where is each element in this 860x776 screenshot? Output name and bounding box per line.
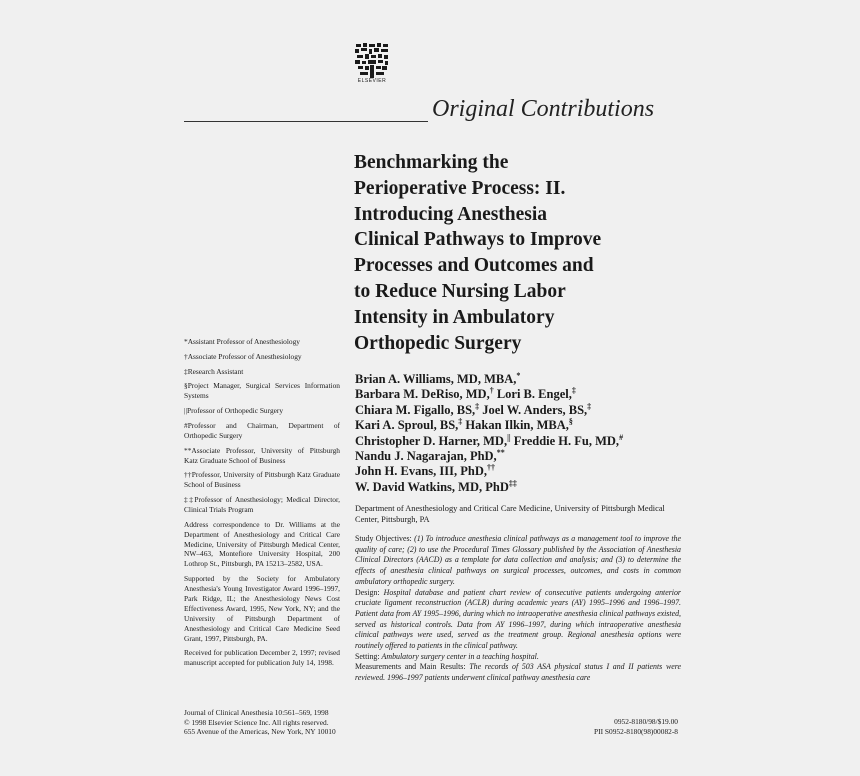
title-line: Introducing Anesthesia [354, 203, 548, 225]
affiliation-marker: ‡‡ [508, 478, 517, 488]
author-line [355, 418, 685, 433]
author-name: Joel W. Anders, BS, [479, 402, 588, 417]
author-name: Kari A. Sproul, BS, [355, 418, 459, 433]
affiliation-marker: †† [487, 463, 495, 473]
author-note: **Associate Professor, University of Pittsburgh Katz Graduate School of Business [184, 445, 340, 465]
author-note: #Professor and Chairman, Department of Orthopedic Surgery [184, 420, 340, 440]
abstract [355, 534, 681, 684]
title-line: Perioperative Process: II. [354, 177, 566, 199]
abstract-text: Hospital database and patient chart review of consecutive patients undergoing anterior cruciate ligament reconstruction (ACLR) during academic years (AY) 1995–1996 and 1996–1997. Patient data from AY 1995–1996, during which no intraoperative anesthesia clinical pathways existed, served as historical controls. Data from AY 1996–1997, during which intraoperative anesthesia clinical pathways were used, served as the treatment group. Regional anesthesia options were routinely offered to patients in the clinical pathway. [355, 587, 681, 651]
author-note: §Project Manager, Surgical Services Information Systems [184, 381, 340, 401]
title-line: to Reduce Nursing Labor [354, 280, 566, 302]
author-note: ‡‡Professor of Anesthesiology; Medical Director, Clinical Trials Program [184, 495, 340, 514]
affiliation-marker: ‡ [571, 386, 576, 396]
author-note: †Associate Professor of Anesthesiology [184, 351, 302, 361]
abstract-text: The records of 503 ASA physical status I and II patients were reviewed. 1996–1997 patients underwent clinical pathway anesthesia care [355, 662, 681, 683]
title-line: Benchmarking the [354, 152, 509, 173]
author-name: W. David Watkins, MD, PhD [355, 479, 509, 494]
author-line [355, 387, 685, 402]
abstract-text: Ambulatory surgery center in a teaching hospital. [381, 651, 539, 661]
title-line: Clinical Pathways to Improve [354, 229, 602, 251]
author-name: John H. Evans, III, PhD, [355, 464, 487, 479]
publisher-logo-text: ELSEVIER [357, 78, 387, 84]
affiliation-marker: ‡ [475, 401, 480, 411]
article-identifiers [560, 717, 678, 736]
author-name: Barbara M. DeRiso, MD, [355, 387, 490, 402]
author-name: Freddie H. Fu, MD, [510, 433, 620, 448]
author-list [355, 372, 685, 495]
affiliation-marker: ‡ [587, 401, 592, 411]
citation-line: Journal of Clinical Anesthesia 10:561–569, 1998 [184, 708, 329, 717]
author-line [355, 480, 685, 495]
author-affiliation: Department of Anesthesiology and Critical Care Medicine, University of Pittsburgh Medical Center, Pittsburgh, PA [355, 504, 665, 524]
author-name: Lori B. Engel, [493, 387, 572, 402]
abstract-label: Design: [355, 587, 380, 597]
citation-line: © 1998 Elsevier Science Inc. All rights reserved. [184, 717, 329, 727]
author-name: Hakan Ilkin, MBA, [462, 418, 569, 433]
identifier-line: PII S0952-8180(98)00082-8 [594, 726, 678, 736]
affiliation-marker: † [489, 386, 494, 396]
identifier-line: 0952-8180/98/$19.00 [614, 717, 678, 726]
author-line [355, 372, 685, 387]
author-name: Chiara M. Figallo, BS, [355, 402, 476, 417]
affiliation-marker: ** [496, 447, 505, 457]
author-line [355, 434, 685, 449]
elsevier-tree-logo [354, 42, 390, 78]
affiliation-marker: § [568, 417, 573, 427]
affiliation-marker: || [507, 432, 511, 442]
title-line: Processes and Outcomes and [354, 255, 594, 277]
title-line: Orthopedic Surgery [354, 332, 522, 354]
author-note: ||Professor of Orthopedic Surgery [184, 406, 284, 416]
author-note: ††Professor, University of Pittsburgh Katz Graduate School of Business [184, 470, 340, 490]
author-line [355, 464, 685, 479]
author-name: Christopher D. Harner, MD, [355, 433, 508, 448]
author-name: Brian A. Williams, MD, MBA, [355, 372, 517, 386]
section-title: Original Contributions [432, 96, 655, 122]
abstract-label: Setting: [355, 651, 380, 661]
abstract-paragraph [355, 662, 681, 683]
citation-line: 655 Avenue of the Americas, New York, NY 10010 [184, 727, 336, 737]
author-line [355, 403, 685, 418]
title-line: Intensity in Ambulatory [354, 306, 555, 328]
author-note: Address correspondence to Dr. Williams at the Department of Anesthesiology and Critical Care Medicine, University of Pittsburgh Medical Center, NW–463, Montefiore University Hospital, 200 Lothrop St., Pittsburgh, PA 15213–2582, USA. [184, 519, 340, 569]
abstract-text: (1) To introduce anesthesia clinical pathways as a management tool to improve the quality of care; (2) to use the Procedural Times Glossary published by the Association of Anesthesia Clinical Directors (AACD) as a template for data collection and analysis; and (3) to determine the effects of anesthesia clinical pathways on surgical processes, outcomes, and costs in common ambulatory orthopedic surgery. [355, 534, 681, 586]
affiliation-marker: # [619, 432, 624, 442]
author-notes [184, 337, 340, 673]
author-note: *Assistant Professor of Anesthesiology [184, 337, 300, 346]
affiliation-marker: ‡ [458, 417, 463, 427]
author-note: Received for publication December 2, 1997; revised manuscript accepted for publication July 14, 1998. [184, 648, 340, 668]
author-note: ‡Research Assistant [184, 366, 244, 376]
abstract-label: Study Objectives: [355, 534, 412, 543]
abstract-paragraph [355, 588, 681, 652]
journal-citation [184, 708, 384, 737]
abstract-paragraph [355, 652, 681, 663]
affiliation-marker: * [516, 370, 521, 380]
section-rule [184, 121, 428, 122]
author-line [355, 449, 685, 464]
abstract-paragraph [355, 534, 681, 588]
abstract-label: Measurements and Main Results: [355, 662, 466, 672]
author-note: Supported by the Society for Ambulatory Anesthesia's Young Investigator Award 1996–1997, Park Ridge, IL; the Anesthesiology News Cost Effectiveness Award, 1995, New York, NY; and the University of Pittsburgh Department of Anesthesiology and Critical Care Medicine Seed Grant, 1997, Pittsburgh, PA. [184, 574, 340, 643]
author-name: Nandu J. Nagarajan, PhD, [355, 449, 497, 464]
article-title [354, 150, 684, 356]
